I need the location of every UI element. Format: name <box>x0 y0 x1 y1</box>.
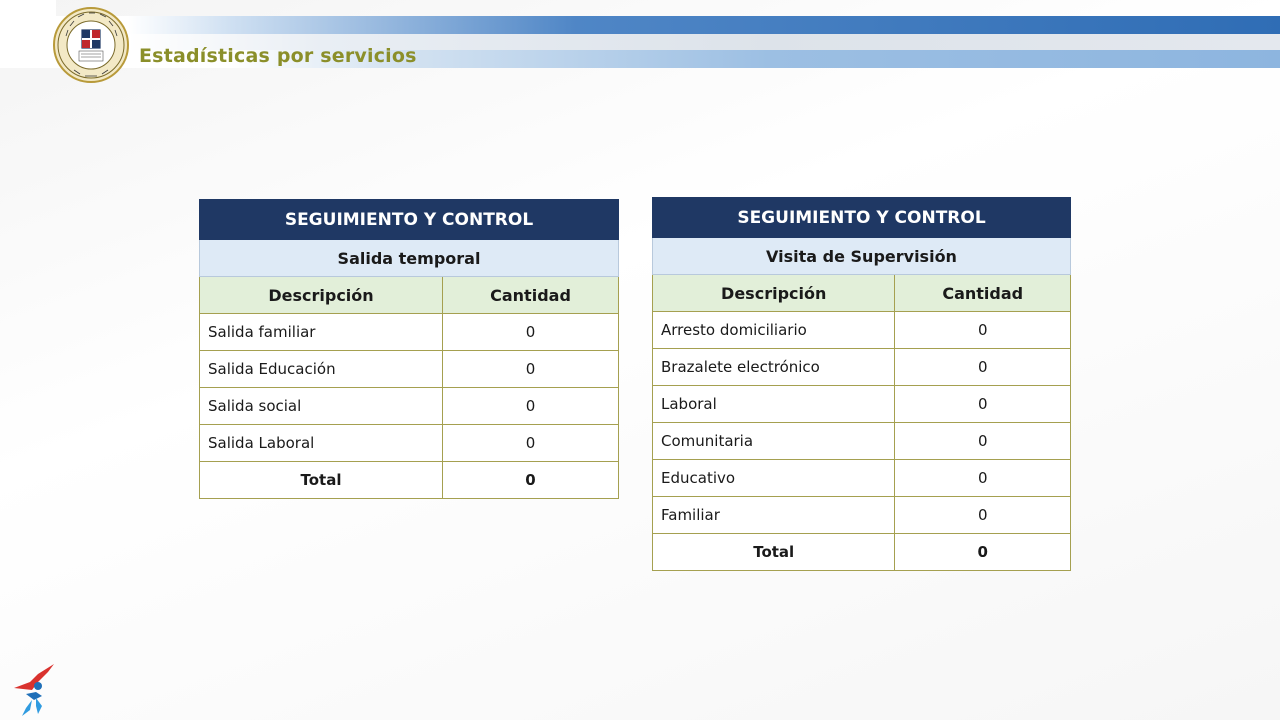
total-value: 0 <box>443 462 619 499</box>
row-value: 0 <box>443 388 619 425</box>
table-row <box>200 425 619 462</box>
table-header-row <box>200 277 619 314</box>
row-value: 0 <box>443 351 619 388</box>
table-header-row <box>653 275 1071 312</box>
row-value: 0 <box>443 314 619 351</box>
table-subtitle-row <box>653 238 1071 275</box>
total-value: 0 <box>895 534 1071 571</box>
row-label: Familiar <box>653 497 895 534</box>
column-header-descripcion: Descripción <box>653 275 895 312</box>
row-label: Laboral <box>653 386 895 423</box>
institution-seal-logo <box>52 6 130 84</box>
page-title: Estadísticas por servicios <box>139 45 417 67</box>
row-label: Salida Laboral <box>200 425 443 462</box>
table-row <box>200 351 619 388</box>
table-title-row <box>200 200 619 240</box>
table-total-row <box>200 462 619 499</box>
running-figure-logo-icon <box>8 660 64 718</box>
table-row <box>653 423 1071 460</box>
table-row <box>653 349 1071 386</box>
row-value: 0 <box>895 497 1071 534</box>
row-value: 0 <box>895 312 1071 349</box>
visita-supervision-table <box>652 197 1071 571</box>
row-label: Comunitaria <box>653 423 895 460</box>
total-label: Total <box>653 534 895 571</box>
row-value: 0 <box>443 425 619 462</box>
row-label: Arresto domiciliario <box>653 312 895 349</box>
table-total-row <box>653 534 1071 571</box>
header-band-top <box>0 16 1280 34</box>
table-row <box>200 314 619 351</box>
table-title: SEGUIMIENTO Y CONTROL <box>200 200 619 240</box>
row-label: Educativo <box>653 460 895 497</box>
table-subtitle-row <box>200 240 619 277</box>
column-header-cantidad: Cantidad <box>443 277 619 314</box>
row-value: 0 <box>895 460 1071 497</box>
row-label: Brazalete electrónico <box>653 349 895 386</box>
row-label: Salida Educación <box>200 351 443 388</box>
table-subtitle: Visita de Supervisión <box>653 238 1071 275</box>
row-value: 0 <box>895 349 1071 386</box>
row-label: Salida familiar <box>200 314 443 351</box>
table-row <box>653 460 1071 497</box>
table-row <box>653 386 1071 423</box>
table-subtitle: Salida temporal <box>200 240 619 277</box>
row-value: 0 <box>895 423 1071 460</box>
table-title: SEGUIMIENTO Y CONTROL <box>653 198 1071 238</box>
column-header-descripcion: Descripción <box>200 277 443 314</box>
total-label: Total <box>200 462 443 499</box>
salida-temporal-table <box>199 199 619 499</box>
table-row <box>653 312 1071 349</box>
header-logo-backdrop <box>0 0 56 68</box>
row-label: Salida social <box>200 388 443 425</box>
table-row <box>653 497 1071 534</box>
table-title-row <box>653 198 1071 238</box>
row-value: 0 <box>895 386 1071 423</box>
column-header-cantidad: Cantidad <box>895 275 1071 312</box>
table-row <box>200 388 619 425</box>
